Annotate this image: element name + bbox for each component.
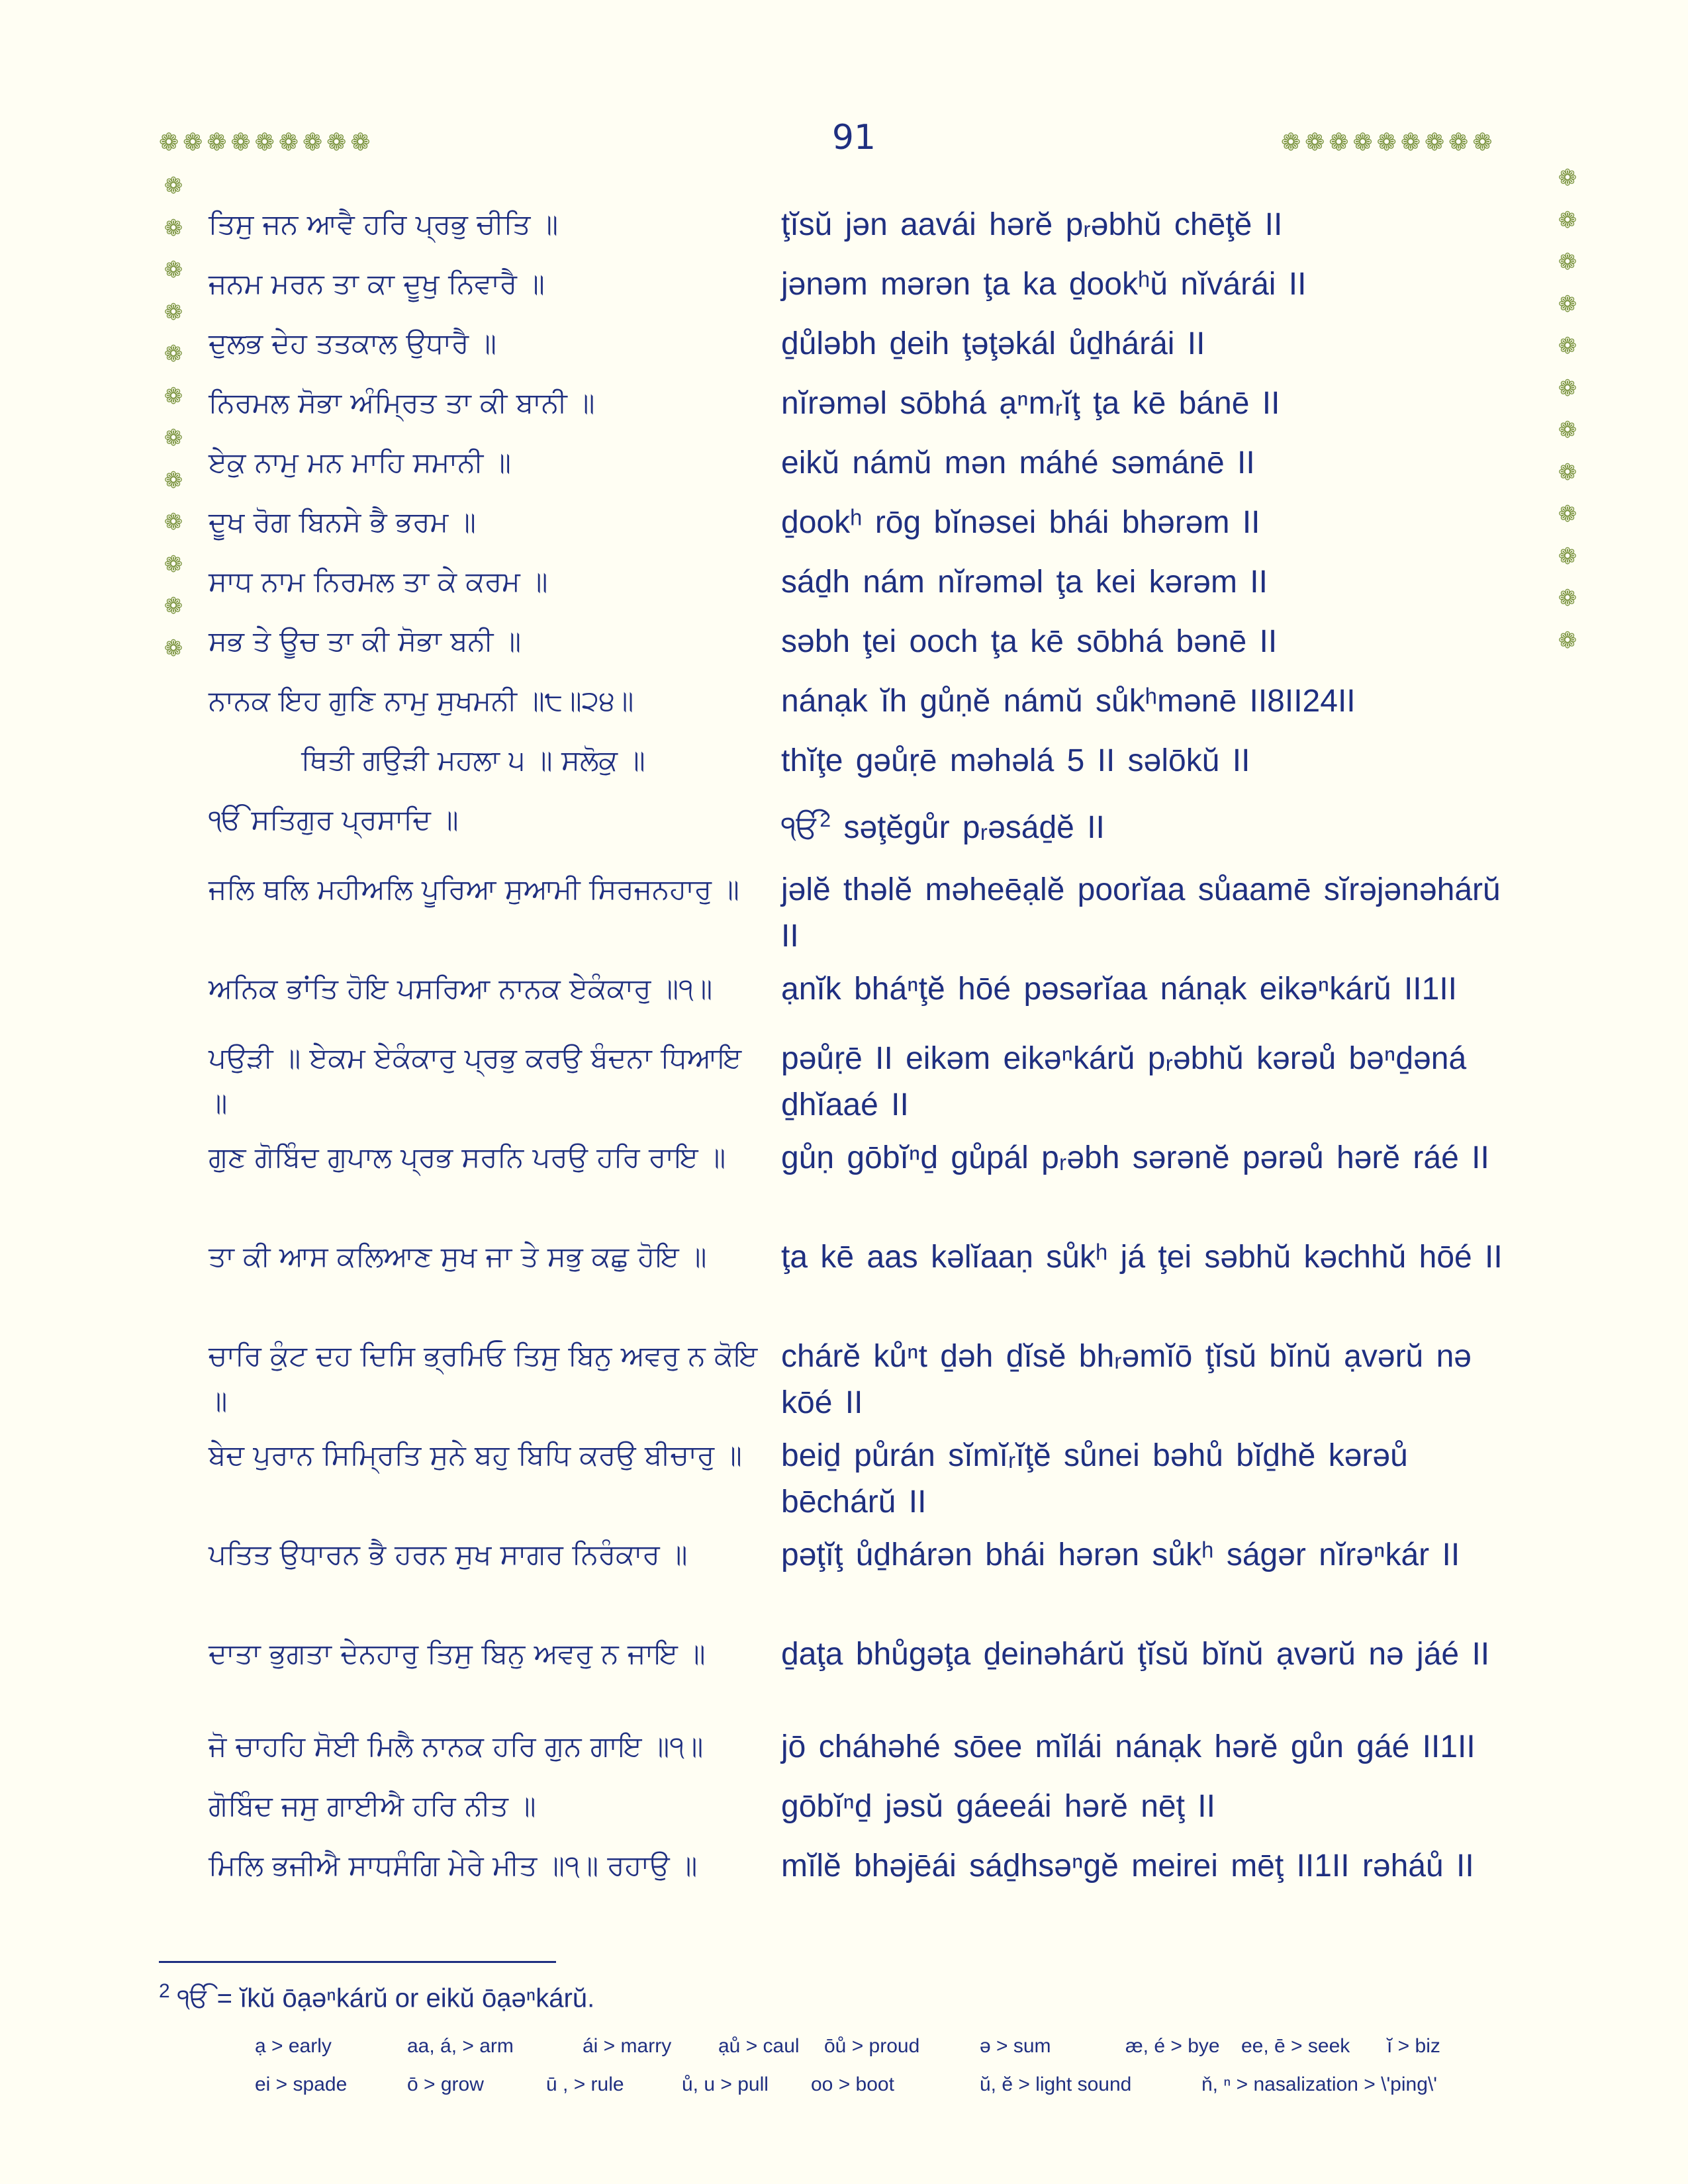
flower-border-top-right: ❁❁❁❁❁❁❁❁❁ (1281, 129, 1497, 156)
footnote-text: ੴ = ĭkŭ ōạəⁿkárŭ or eikŭ ōạəⁿkárŭ. (177, 1983, 595, 2013)
verse-gurmukhi: ਮਿਲਿ ਭਜੀਐ ਸਾਧਸੰਗਿ ਮੇਰੇ ਮੀਤ ॥੧॥ ਰਹਾਉ ॥ (209, 1849, 698, 1882)
verse-transliteration: ţĭsŭ jən aavái hərĕ pᵣəbhŭ chēţĕ II (781, 207, 1283, 242)
verse-gurmukhi: ਗੁਣ ਗੋਬਿੰਦ ਗੁਪਾਲ ਪ੍ਰਭ ਸਰਨਿ ਪਰਉ ਹਰਿ ਰਾਇ ॥ (209, 1141, 726, 1173)
pronunciation-key-item: ái > marry (583, 2035, 672, 2057)
pronunciation-key-item: ō > grow (407, 2073, 484, 2095)
verse-transliteration (781, 797, 1529, 851)
verse-transliteration: səbh ţei ooch ţa kē sōbhá bənē II (781, 624, 1278, 659)
footnote-rule (159, 1961, 556, 1963)
verse-gurmukhi: ਗੋਬਿੰਦ ਜਸੁ ਗਾਈਐ ਹਰਿ ਨੀਤ ॥ (209, 1790, 536, 1822)
pronunciation-key-item: ōů > proud (824, 2035, 920, 2057)
verse-transliteration: eikŭ námŭ mən máhé səmánē II (781, 445, 1255, 480)
pronunciation-key-item: ạů > caul (718, 2035, 800, 2057)
verse-transliteration: nánạk ĭh gůṇĕ námŭ sůkʰmənē II8II24II (781, 684, 1356, 719)
verse-gurmukhi: ਸਭ ਤੇ ਊਚ ਤਾ ਕੀ ਸੋਭਾ ਬਨੀ ॥ (209, 625, 522, 657)
pronunciation-key-item: ạ > early (255, 2035, 332, 2057)
flower-border-left: ❁❁❁❁❁❁❁❁❁❁❁❁ (164, 173, 183, 662)
verse-transliteration: ḏaţa bhůgəţa ḏeinəhárŭ ţĭsŭ bĭnŭ ạvərŭ nə jáé II (781, 1637, 1490, 1672)
verse-transliteration: ţa kē aas kəlĭaaṇ sůkʰ já ţei səbhŭ kəchhŭ hōé II (781, 1240, 1503, 1275)
verse-gurmukhi: ਨਾਨਕ ਇਹ ਗੁਣਿ ਨਾਮੁ ਸੁਖਮਨੀ ॥੮॥੨੪॥ (209, 684, 634, 717)
pronunciation-key-item: ee, ē > seek (1241, 2035, 1350, 2057)
ik-onkar-symbol: ੴ (781, 810, 820, 845)
verse-transliteration: thĭţe gəůṛē məhəlá 5 II səlōkŭ II (781, 743, 1250, 778)
pronunciation-key-item: ŭ, ĕ > light sound (980, 2073, 1132, 2095)
pronunciation-key-item: ə > sum (980, 2035, 1051, 2057)
verse-gurmukhi: ਨਿਰਮਲ ਸੋਭਾ ਅੰਮ੍ਰਿਤ ਤਾ ਕੀ ਬਾਨੀ ॥ (209, 387, 595, 419)
verse-transliteration: chárĕ kůⁿt ḏəh ḏĭsĕ bhᵣəmĭō ţĭsŭ bĭnŭ ạvərŭ nə kōé II (781, 1339, 1472, 1420)
verse-gurmukhi: ਜੋ ਚਾਹਹਿ ਸੋਈ ਮਿਲੈ ਨਾਨਕ ਹਰਿ ਗੁਨ ਗਾਇ ॥੧॥ (209, 1730, 704, 1762)
flower-border-right: ❁❁❁❁❁❁❁❁❁❁❁❁ (1558, 165, 1577, 654)
verse-gurmukhi: ਪਉੜੀ ॥ ਏਕਮ ਏਕੰਕਾਰੁ ਪ੍ਰਭੁ ਕਰਉ ਬੰਦਨਾ ਧਿਆਇ ॥ (209, 1042, 742, 1119)
verse-transliteration: mĭlĕ bhəjēái sáḏhsəⁿgĕ meirei mēţ II1II rəháů II (781, 1848, 1474, 1884)
pronunciation-key-item: ū , > rule (546, 2073, 624, 2095)
footnote (159, 1980, 594, 2013)
verse-gurmukhi: ਤਾ ਕੀ ਆਸ ਕਲਿਆਣ ਸੁਖ ਜਾ ਤੇ ਸਭੁ ਕਛੁ ਹੋਇ ॥ (209, 1240, 707, 1273)
verse-gurmukhi: ਅਨਿਕ ਭਾਂਤਿ ਹੋਇ ਪਸਰਿਆ ਨਾਨਕ ਏਕੰਕਾਰੁ ॥੧॥ (209, 972, 713, 1005)
pronunciation-key-item: ei > spade (255, 2073, 348, 2095)
verse-gurmukhi: ਜਨਮ ਮਰਨ ਤਾ ਕਾ ਦੂਖੁ ਨਿਵਾਰੈ ॥ (209, 267, 545, 300)
verse-gurmukhi: ਤਿਸੁ ਜਨ ਆਵੈ ਹਰਿ ਪ੍ਰਭੁ ਚੀਤਿ ॥ (209, 208, 559, 240)
pronunciation-key-item: oo > boot (811, 2073, 894, 2095)
pronunciation-key-item: aa, á, > arm (407, 2035, 514, 2057)
verse-transliteration: sáḏh nám nĭrəməl ţa kei kərəm II (781, 565, 1268, 600)
verse-transliteration: ḏůləbh ḏeih ţəţəkál ůḏhárái II (781, 326, 1205, 361)
verse-transliteration: beiḏ půrán sĭmĭᵣĭţĕ sůnei bəhů bĭḏhĕ kərəů bēchárŭ II (781, 1438, 1408, 1520)
page-number: 91 (831, 118, 876, 158)
verse-gurmukhi: ਪਤਿਤ ਉਧਾਰਨ ਭੈ ਹਰਨ ਸੁਖ ਸਾਗਰ ਨਿਰੰਕਾਰ ॥ (209, 1538, 688, 1570)
verse-transliteration: jənəm mərən ţa ka ḏookʰŭ nĭvárái II (781, 267, 1307, 302)
verse-transliteration: gůṇ gōbĭⁿḏ gůpál pᵣəbh sərənĕ pərəů hərĕ ráé II (781, 1140, 1489, 1175)
verse-gurmukhi: ਸਾਧ ਨਾਮ ਨਿਰਮਲ ਤਾ ਕੇ ਕਰਮ ॥ (209, 565, 548, 598)
verse-transliteration: jō cháhəhé sōee mĭlái nánạk hərĕ gůn gáé II1II (781, 1729, 1476, 1764)
flower-border-top-left: ❁❁❁❁❁❁❁❁❁ (159, 129, 375, 156)
verse-gurmukhi: ਬੇਦ ਪੁਰਾਨ ਸਿਮ੍ਰਿਤਿ ਸੁਨੇ ਬਹੁ ਬਿਧਿ ਕਰਉ ਬੀਚਾਰੁ ॥ (209, 1439, 742, 1471)
pronunciation-key-item: æ, é > bye (1125, 2035, 1220, 2057)
pronunciation-key-item: ň, ⁿ > nasalization > \'ping\' (1201, 2073, 1437, 2095)
verse-transliteration: gōbĭⁿḏ jəsŭ gáeeái hərĕ nēţ II (781, 1789, 1215, 1824)
verse-transliteration-text: səţĕgůr pᵣəsáḏĕ II (831, 810, 1105, 845)
verse-gurmukhi: ਚਾਰਿ ਕੁੰਟ ਦਹ ਦਿਸਿ ਭ੍ਰਮਿਓ ਤਿਸੁ ਬਿਨੁ ਅਵਰੁ ਨ ਕੋਇ ॥ (209, 1340, 758, 1417)
verse-transliteration: pəůṛē II eikəm eikəⁿkárŭ pᵣəbhŭ kərəů bəⁿḏəná ḏhĭaaé II (781, 1041, 1467, 1122)
pronunciation-key-item: ĭ > biz (1387, 2035, 1440, 2057)
verse-gurmukhi: ਏਕੁ ਨਾਮੁ ਮਨ ਮਾਹਿ ਸਮਾਨੀ ॥ (209, 446, 511, 478)
verse-transliteration: nĭrəməl sōbhá ạⁿmᵣĭţ ţa kē bánē II (781, 386, 1280, 421)
verse-transliteration: ạnĭk bháⁿţĕ hōé pəsərĭaa nánạk eikəⁿkárŭ II1II (781, 972, 1458, 1007)
pronunciation-key-item: ů, u > pull (682, 2073, 769, 2095)
verse-transliteration: pəţĭţ ůḏhárən bhái hərən sůkʰ ságər nĭrəⁿkár II (781, 1537, 1460, 1572)
verse-gurmukhi: ਦਾਤਾ ਭੁਗਤਾ ਦੇਨਹਾਰੁ ਤਿਸੁ ਬਿਨੁ ਅਵਰੁ ਨ ਜਾਇ ॥ (209, 1637, 706, 1670)
footnote-reference: 2 (820, 809, 831, 831)
verse-transliteration: ḏookʰ rōg bĭnəsei bhái bhərəm II (781, 505, 1260, 540)
verse-gurmukhi: ੴ ਸਤਿਗੁਰ ਪ੍ਰਸਾਦਿ ॥ (209, 803, 459, 836)
verse-gurmukhi: ਜਲਿ ਥਲਿ ਮਹੀਅਲਿ ਪੂਰਿਆ ਸੁਆਮੀ ਸਿਰਜਨਹਾਰੁ ॥ (209, 873, 739, 905)
footnote-mark: 2 (159, 1980, 170, 2002)
verse-transliteration: jəlĕ thəlĕ məheēạlĕ poorĭaa sůaamē sĭrəjənəhárŭ II (781, 872, 1501, 954)
verse-gurmukhi: ਦੁਲਭ ਦੇਹ ਤਤਕਾਲ ਉਧਾਰੈ ॥ (209, 327, 496, 359)
verse-gurmukhi: ਦੂਖ ਰੋਗ ਬਿਨਸੇ ਭੈ ਭਰਮ ॥ (209, 506, 476, 538)
verse-gurmukhi: ਥਿਤੀ ਗਉੜੀ ਮਹਲਾ ੫ ॥ ਸਲੋਕੁ ॥ (301, 744, 645, 776)
